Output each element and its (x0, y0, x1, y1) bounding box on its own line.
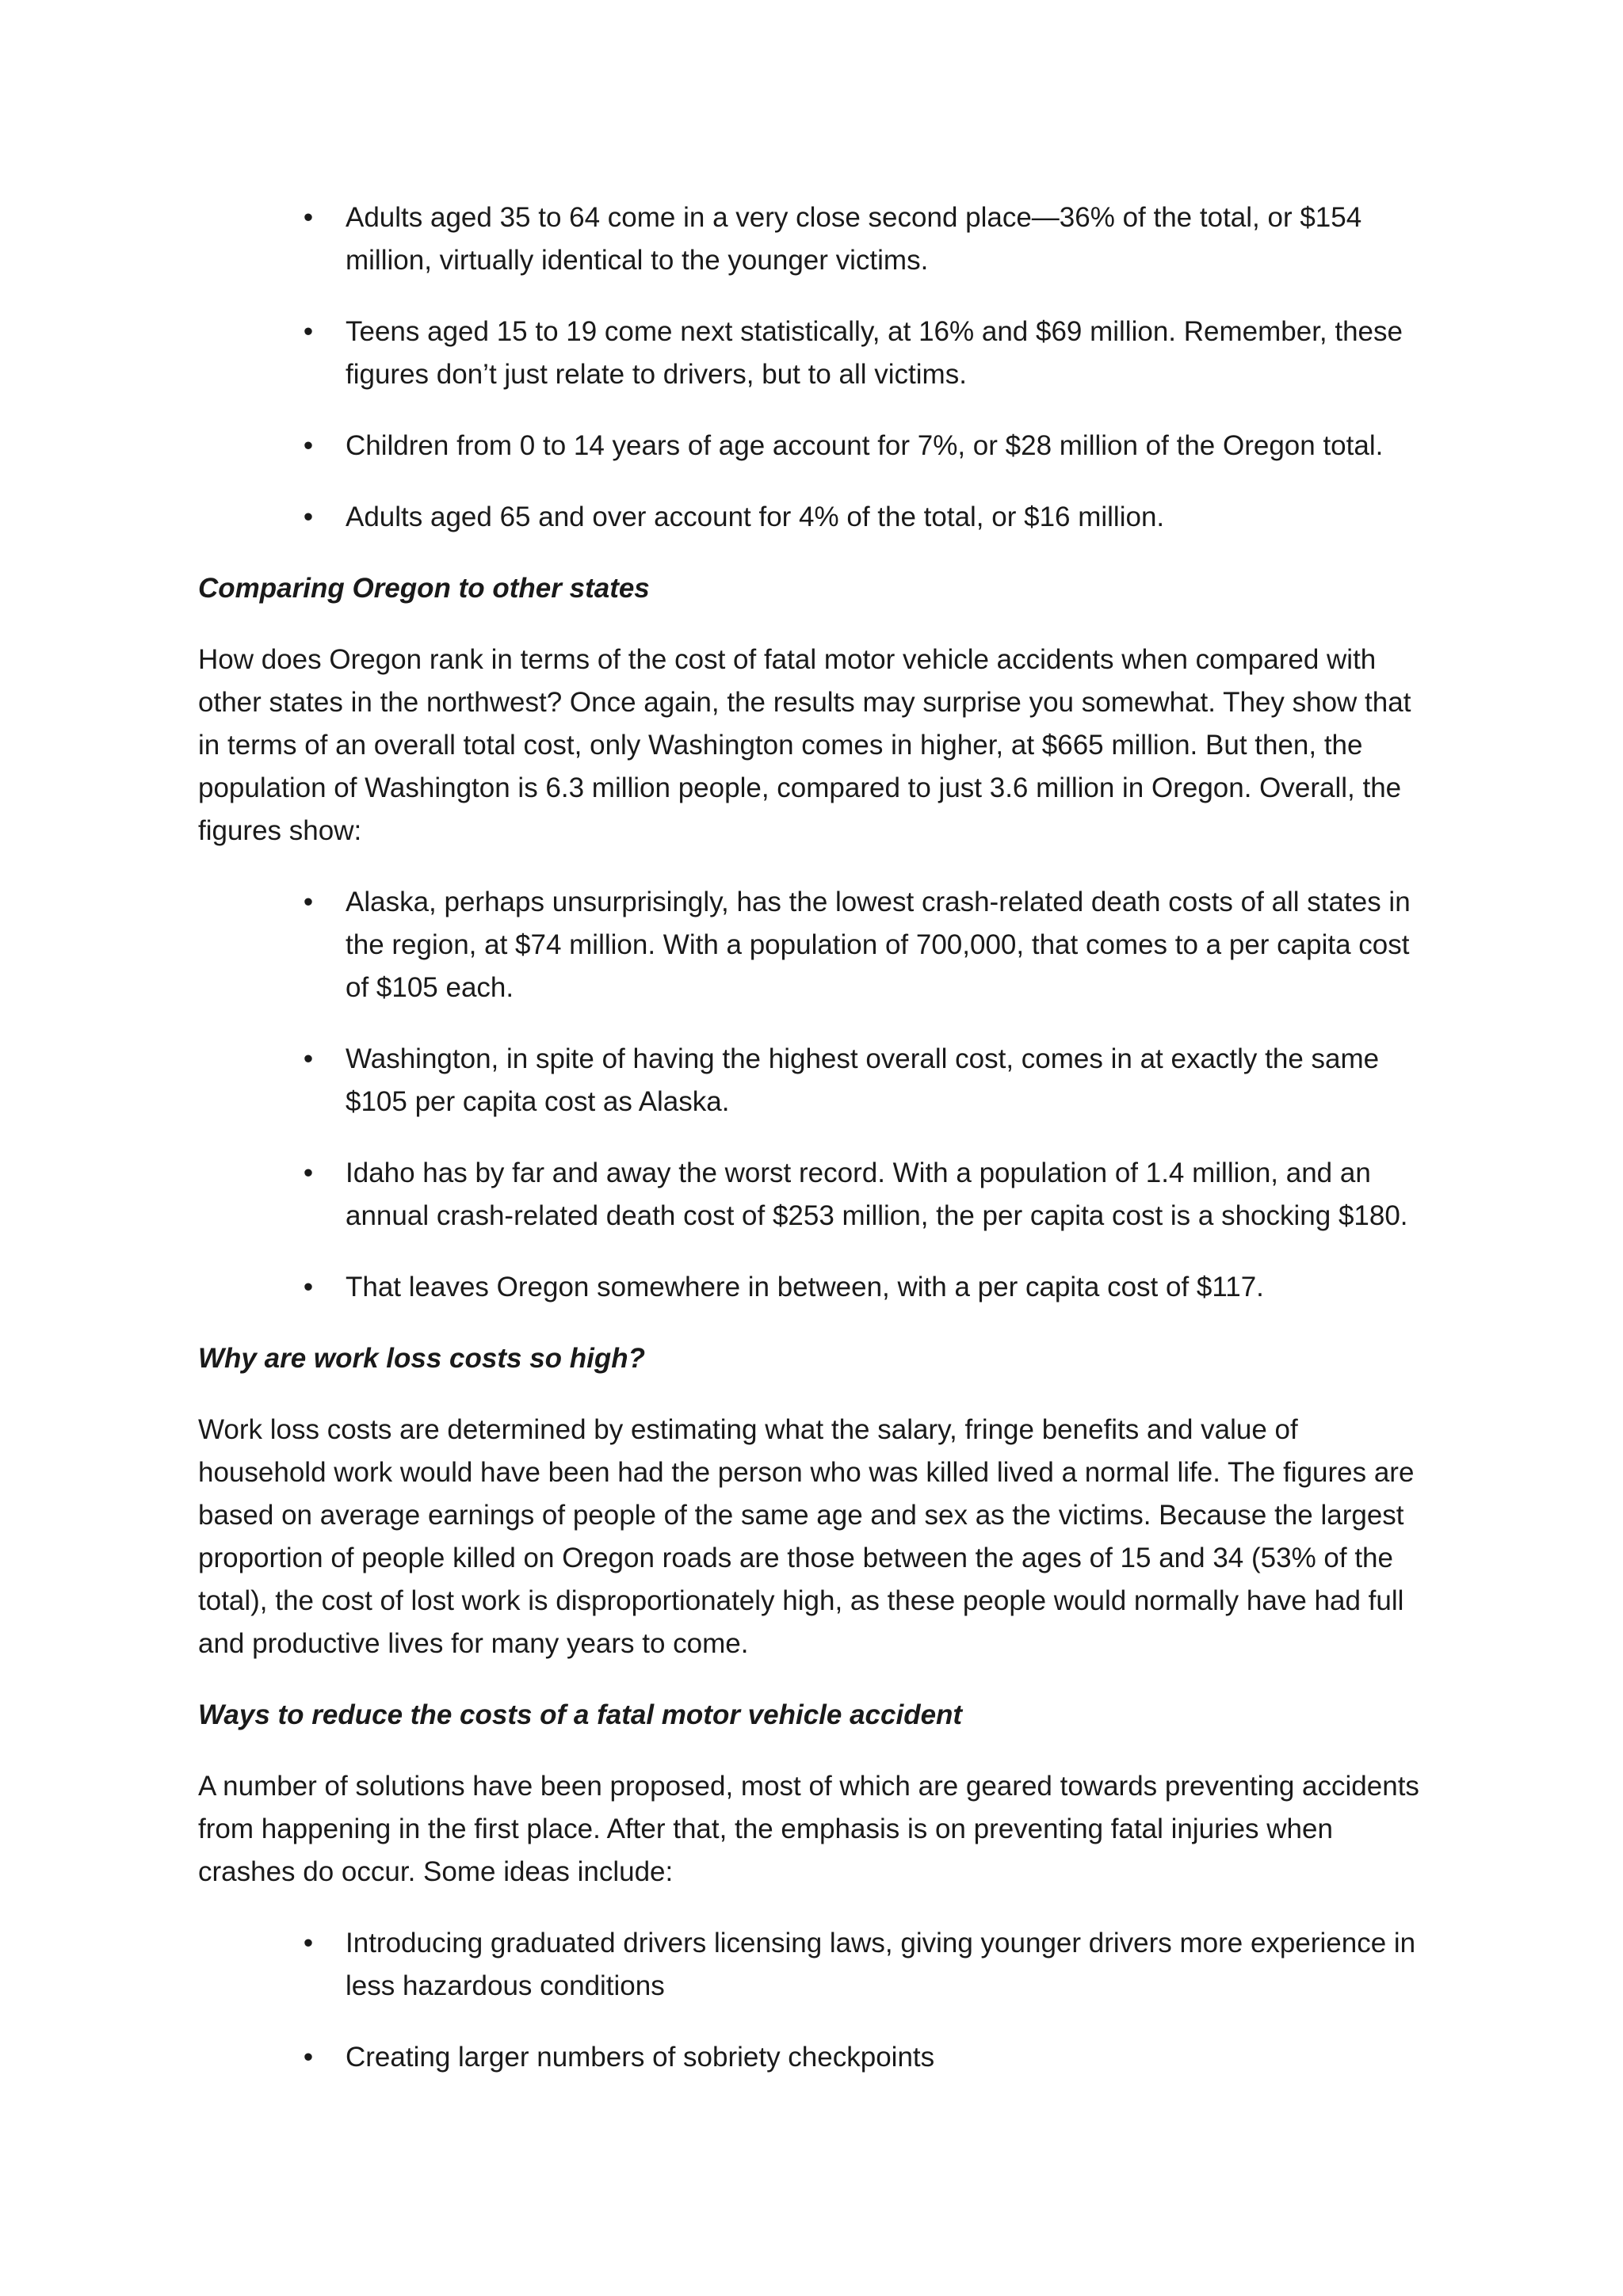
bullet-icon: • (303, 430, 314, 461)
list-item (198, 1038, 1426, 1123)
list-item (198, 311, 1426, 396)
list-item-text: Children from 0 to 14 years of age account for 7%, or $28 million of the Oregon total. (346, 430, 1384, 461)
paragraph-comparing: How does Oregon rank in terms of the cost of fatal motor vehicle accidents when compared with other states in the northwest? Once again, the results may surprise you somewhat. They show that in terms of an overall total cost, only Washington comes in higher, at $665 million. But then, the population of Washington is 6.3 million people, compared to just 3.6 million in Oregon. Overall, the figures show: (198, 644, 1411, 846)
list-item (198, 2036, 1426, 2079)
bullet-icon: • (303, 887, 314, 917)
list-item (198, 1266, 1426, 1309)
list-item (198, 425, 1426, 467)
paragraph-reduce-costs: A number of solutions have been proposed, most of which are geared towards preventing accidents from happening in the first place. After that, the emphasis is on preventing fatal injuries when crashes do occur. Some ideas include: (198, 1771, 1419, 1887)
bullet-icon: • (303, 2042, 314, 2073)
list-item (198, 496, 1426, 539)
bullet-icon: • (303, 1158, 314, 1188)
list-item-text: Adults aged 65 and over account for 4% of the total, or $16 million. (346, 502, 1165, 532)
list-item (198, 1922, 1426, 2008)
solutions-list (198, 1922, 1426, 2079)
section-heading-work-loss: Why are work loss costs so high? (198, 1343, 646, 1374)
list-item-text: Washington, in spite of having the highest overall cost, comes in at exactly the same $105 per capita cost as Alaska. (346, 1043, 1380, 1117)
section-heading-comparing: Comparing Oregon to other states (198, 573, 650, 604)
list-item (198, 1152, 1426, 1238)
bullet-icon: • (303, 1928, 314, 1958)
list-item-text: Teens aged 15 to 19 come next statistically, at 16% and $69 million. Remember, these figures don’t just relate to drivers, but to all victims. (346, 316, 1403, 390)
list-item-text: Creating larger numbers of sobriety checkpoints (346, 2042, 935, 2073)
state-comparison-list (198, 881, 1426, 1309)
list-item-text: Introducing graduated drivers licensing laws, giving younger drivers more experience in less hazardous conditions (346, 1928, 1416, 2001)
bullet-icon: • (303, 1272, 314, 1302)
list-item (198, 196, 1426, 282)
bullet-icon: • (303, 1043, 314, 1074)
paragraph-work-loss: Work loss costs are determined by estimating what the salary, fringe benefits and value of household work would have been had the person who was killed lived a normal life. The figures are based on average earnings of people of the same age and sex as the victims. Because the largest proportion of people killed on Oregon roads are those between the ages of 15 and 34 (53% of the total), the cost of lost work is disproportionately high, as these people would normally have had full and productive lives for many years to come. (198, 1414, 1415, 1659)
list-item-text: Idaho has by far and away the worst record. With a population of 1.4 million, and an annual crash-related death cost of $253 million, the per capita cost is a shocking $180. (346, 1158, 1408, 1231)
section-heading-reduce-costs: Ways to reduce the costs of a fatal motor vehicle accident (198, 1699, 963, 1730)
document-content (198, 196, 1426, 2107)
list-item-text: Adults aged 35 to 64 come in a very close second place—36% of the total, or $154 million, virtually identical to the younger victims. (346, 202, 1362, 276)
list-item-text: Alaska, perhaps unsurprisingly, has the lowest crash-related death costs of all states in the region, at $74 million. With a population of 700,000, that comes to a per capita cost of $105 each. (346, 887, 1411, 1003)
list-item-text: That leaves Oregon somewhere in between, with a per capita cost of $117. (346, 1272, 1264, 1302)
bullet-icon: • (303, 202, 314, 233)
age-breakdown-list (198, 196, 1426, 539)
bullet-icon: • (303, 502, 314, 532)
bullet-icon: • (303, 316, 314, 347)
list-item (198, 881, 1426, 1009)
